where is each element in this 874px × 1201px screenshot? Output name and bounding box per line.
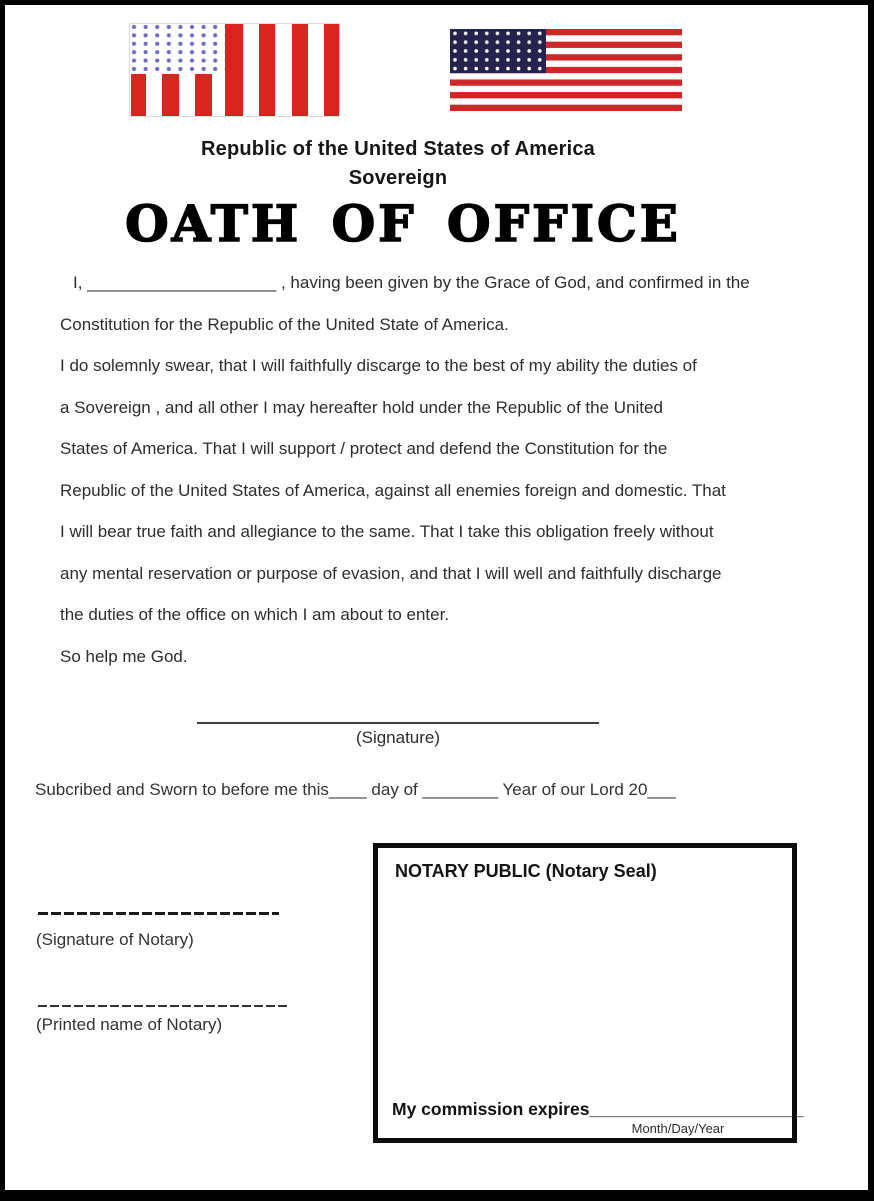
signature-line[interactable] — [197, 722, 599, 724]
us-flag-image — [450, 29, 682, 111]
us-civil-flag-image — [129, 23, 340, 117]
notary-printed-name-label: (Printed name of Notary) — [36, 1015, 223, 1034]
oath-line: Republic of the United States of America, against all enemies foreign and domestic. That — [60, 480, 726, 500]
org-name: Republic of the United States of America — [201, 138, 595, 160]
signature-label: (Signature) — [355, 728, 441, 747]
oath-line: the duties of the office on which I am about to enter. — [60, 605, 450, 624]
date-format-hint: Month/Day/Year — [631, 1121, 725, 1136]
oath-line: So help me God. — [60, 646, 188, 666]
us-civil-flag-graphic — [129, 23, 340, 117]
commission-expires-line[interactable] — [392, 1099, 804, 1120]
us-flag-graphic — [450, 29, 682, 111]
oath-line: I will bear true faith and allegiance to the same. That I take this obligation freely without — [60, 522, 714, 541]
org-subtitle: Sovereign — [348, 167, 448, 189]
sworn-statement[interactable]: Subcribed and Sworn to before me this____ day of ________ Year of our Lord 20___ — [35, 780, 676, 799]
civil-flag-canton — [129, 23, 225, 74]
notary-printed-name-line[interactable] — [38, 1005, 288, 1007]
notary-signature-line[interactable] — [38, 912, 279, 915]
oath-line: States of America. That I will support / protect and defend the Constitution for the — [60, 439, 668, 458]
notary-seal-box — [373, 843, 804, 1143]
commission-expires-label: My commission expires — [392, 1099, 590, 1119]
notary-signature-label: (Signature of Notary) — [36, 930, 194, 949]
oath-line: any mental reservation or purpose of evasion, and that I will well and faithfully discharge — [60, 563, 722, 583]
oath-line: a Sovereign , and all other I may hereafter hold under the Republic of the United — [60, 397, 663, 417]
document-title: OATH OF OFFICE — [125, 194, 681, 253]
oath-line: I do solemnly swear, that I will faithfully discarge to the best of my ability the duties of — [60, 356, 697, 375]
oath-line: I, ____________________ , having been given by the Grace of God, and confirmed in the — [73, 273, 750, 292]
oath-line: Constitution for the Republic of the United State of America. — [60, 314, 509, 334]
notary-box-title: NOTARY PUBLIC (Notary Seal) — [395, 861, 657, 881]
oath-paragraph — [60, 262, 835, 677]
commission-expires-blank[interactable]: ______________________ — [589, 1099, 804, 1119]
